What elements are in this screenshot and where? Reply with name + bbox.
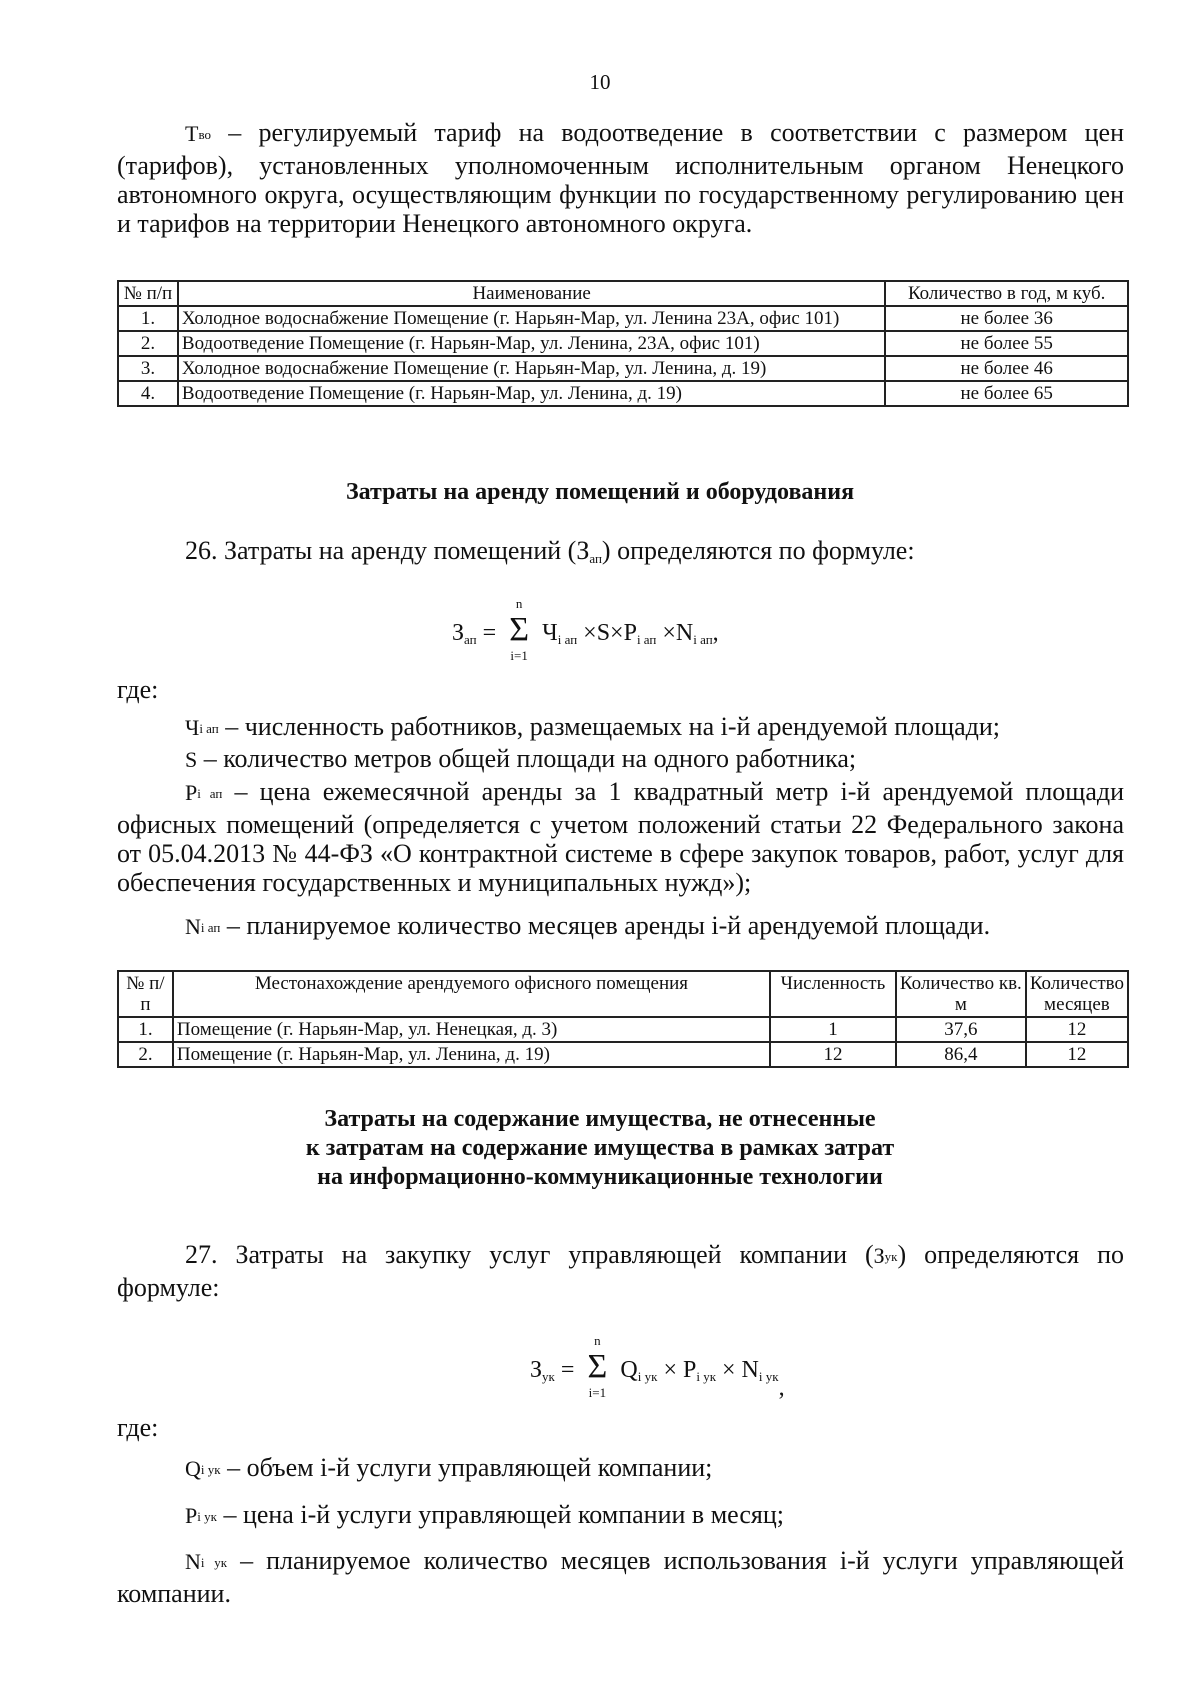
- definition-item: Pi ап – цена ежемесячной аренды за 1 квадратный метр i-й арендуемой площади офисных помещений (определяется с учетом положений статьи 22 Федерального закона от 05.04.2013 № 44-ФЗ «О контрактной системе в сфере закупок товаров, работ, услуг для обеспечения государственных и муниципальных нужд»);: [117, 777, 1124, 897]
- row-headcount: 1: [770, 1017, 896, 1042]
- table-header-row: [118, 971, 1128, 1017]
- intro-symbol: T: [185, 121, 199, 146]
- column-header-headcount: Численность: [770, 971, 896, 1017]
- row-name: Холодное водоснабжение Помещение (г. Нарьян-Мар, ул. Ленина 23А, офис 101): [178, 306, 885, 331]
- sum-sign: Σ n i=1: [587, 1333, 608, 1400]
- row-number: 1.: [118, 1017, 173, 1042]
- table-row: [118, 331, 1128, 356]
- table-row: [118, 356, 1128, 381]
- rent-paragraph-sub: ап: [589, 551, 602, 566]
- row-headcount: 12: [770, 1042, 896, 1067]
- column-header-area: Количество кв. м: [896, 971, 1026, 1017]
- formula-lhs: З: [530, 1357, 543, 1383]
- row-location: Помещение (г. Нарьян-Мар, ул. Ненецкая, д. 3): [173, 1017, 770, 1042]
- section-heading-property: [0, 1105, 1200, 1192]
- rent-table: [117, 970, 1129, 1068]
- row-number: 2.: [118, 331, 178, 356]
- row-location: Помещение (г. Нарьян-Мар, ул. Ленина, д. 19): [173, 1042, 770, 1067]
- definition-item: S – количество метров общей площади на одного работника;: [185, 744, 857, 773]
- table-header-row: [118, 281, 1128, 306]
- sum-sign: Σ n i=1: [509, 596, 530, 663]
- intro-text: – регулируемый тариф на водоотведение в соответствии с размером цен (тарифов), установленных уполномоченным исполнительным органом Ненецкого автономного округа, осуществляющим функции по государственному регулированию цен и тарифов на территории Ненецкого автономного округа.: [117, 118, 1124, 238]
- row-number: 1.: [118, 306, 178, 331]
- formula-lhs: З: [452, 620, 465, 646]
- row-months: 12: [1026, 1042, 1128, 1067]
- page-number: 10: [589, 70, 611, 94]
- row-volume: не более 65: [885, 381, 1128, 406]
- definition-item: Ni ап – планируемое количество месяцев аренды i-й арендуемой площади.: [185, 911, 991, 940]
- intro-symbol-sub: во: [198, 127, 212, 142]
- column-header-number: № п/п: [118, 971, 173, 1017]
- column-header-number: № п/п: [118, 281, 178, 306]
- heading-line: на информационно-коммуникационные технологии: [317, 1164, 883, 1190]
- row-volume: не более 46: [885, 356, 1128, 381]
- row-volume: не более 55: [885, 331, 1128, 356]
- table-row: [118, 1042, 1128, 1067]
- row-volume: не более 36: [885, 306, 1128, 331]
- column-header-location: Местонахождение арендуемого офисного помещения: [173, 971, 770, 1017]
- table-row: [118, 306, 1128, 331]
- row-area: 86,4: [896, 1042, 1026, 1067]
- management-formula: Зук = Σ n i=1 Qi ук × Pi ук × Ni ук,: [530, 1333, 785, 1401]
- row-name: Водоотведение Помещение (г. Нарьян-Мар, ул. Ленина, д. 19): [178, 381, 885, 406]
- where-label: где:: [117, 675, 159, 704]
- row-number: 2.: [118, 1042, 173, 1067]
- where-label: где:: [117, 1413, 159, 1442]
- heading-line: Затраты на содержание имущества, не отнесенные: [324, 1106, 876, 1132]
- table-row: [118, 381, 1128, 406]
- column-header-name: Наименование: [178, 281, 885, 306]
- row-number: 4.: [118, 381, 178, 406]
- rent-formula: Зап = Σ n i=1 Чi ап ×S×Pi ап ×Ni ап,: [452, 596, 719, 663]
- rent-paragraph: 26. Затраты на аренду помещений (Зап) определяются по формуле:: [185, 536, 915, 566]
- row-area: 37,6: [896, 1017, 1026, 1042]
- row-number: 3.: [118, 356, 178, 381]
- column-header-volume: Количество в год, м куб.: [885, 281, 1128, 306]
- row-months: 12: [1026, 1017, 1128, 1042]
- definition-item: Ni ук – планируемое количество месяцев использования i-й услуги управляющей компании.: [117, 1546, 1124, 1608]
- section-heading-rent: Затраты на аренду помещений и оборудования: [345, 479, 855, 505]
- column-header-months: Количество месяцев: [1026, 971, 1128, 1017]
- water-volume-table: [117, 280, 1129, 407]
- definition-item: Чi ап – численность работников, размещаемых на i-й арендуемой площади;: [185, 712, 1001, 741]
- heading-line: к затратам на содержание имущества в рамках затрат: [305, 1135, 895, 1161]
- definition-item: Qi ук – объем i-й услуги управляющей компании;: [185, 1453, 713, 1482]
- table-row: [118, 1017, 1128, 1042]
- row-name: Холодное водоснабжение Помещение (г. Нарьян-Мар, ул. Ленина, д. 19): [178, 356, 885, 381]
- management-paragraph: 27. Затраты на закупку услуг управляющей компании (Зук) определяются по формуле:: [117, 1240, 1124, 1302]
- intro-paragraph: [117, 118, 1124, 238]
- definition-item: Pi ук – цена i-й услуги управляющей компании в месяц;: [185, 1500, 784, 1529]
- row-name: Водоотведение Помещение (г. Нарьян-Мар, ул. Ленина, 23А, офис 101): [178, 331, 885, 356]
